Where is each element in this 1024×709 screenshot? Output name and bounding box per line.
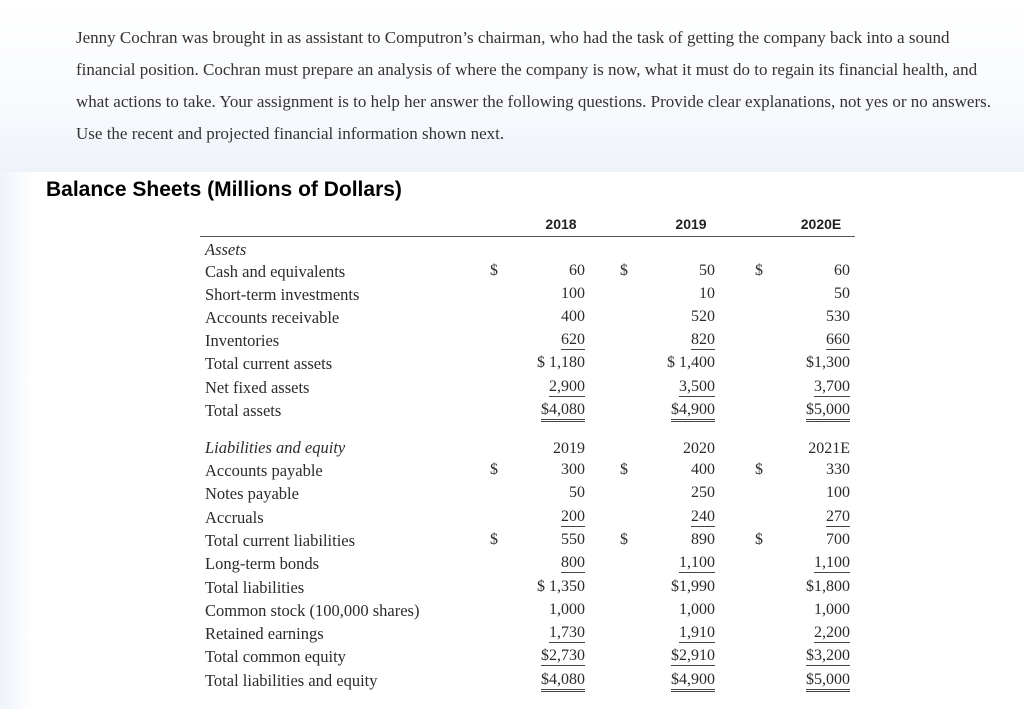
cell-value: 250 — [691, 484, 715, 502]
row-label: Accruals — [205, 507, 264, 527]
liabilities-year-2021e: 2021E — [808, 440, 850, 457]
cell-value: 400 — [561, 308, 585, 326]
cell-value: $5,000 — [806, 401, 850, 422]
cell-value: 2,200 — [814, 624, 850, 642]
row-label: Total current assets — [205, 354, 333, 374]
cell-value: $1,800 — [806, 577, 850, 595]
cell-value: 620 — [561, 331, 585, 349]
dollar-sign: $ — [620, 461, 628, 478]
cell-value: 1,100 — [679, 554, 715, 572]
row-label: Inventories — [205, 331, 280, 351]
cell-value: $ 1,180 — [537, 354, 585, 372]
cell-value: 330 — [826, 461, 850, 478]
row-label: Total liabilities and equity — [205, 670, 378, 690]
dollar-sign: $ — [755, 530, 763, 548]
row-label: Notes payable — [205, 484, 299, 504]
cell-value: 60 — [569, 262, 585, 279]
cell-value: $4,900 — [671, 671, 715, 692]
cell-value: 50 — [699, 262, 715, 279]
row-label: Total common equity — [205, 647, 346, 667]
cell-value: 1,000 — [814, 600, 850, 618]
dollar-sign: $ — [490, 461, 498, 478]
cell-value: 1,100 — [814, 554, 850, 572]
cell-value: 240 — [691, 507, 715, 525]
cell-value: 50 — [569, 484, 585, 502]
liabilities-year-2019: 2019 — [553, 440, 585, 457]
assets-section-label: Assets — [205, 240, 247, 259]
cell-value: 2,900 — [549, 377, 585, 395]
liabilities-section-label: Liabilities and equity — [205, 438, 346, 457]
row-label: Long-term bonds — [205, 554, 320, 574]
dollar-sign: $ — [755, 461, 763, 478]
cell-value: $2,730 — [541, 647, 585, 665]
cell-value: 3,700 — [814, 377, 850, 395]
cell-value: 820 — [691, 331, 715, 349]
cell-value: 3,500 — [679, 377, 715, 395]
column-header-2018: 2018 — [545, 216, 577, 232]
dollar-sign: $ — [620, 262, 628, 279]
cell-value: 50 — [834, 285, 850, 303]
row-label: Total current liabilities — [205, 530, 356, 550]
cell-value: 200 — [561, 507, 585, 525]
intro-paragraph: Jenny Cochran was brought in as assistant to Computron’s chairman, who had the task of getting the company back into a sound financial position. Cochran must prepare an analysis of where the company is now, what it must do to regain its financial health, and what actions to take. Your assignment is to help her answer the following questions. Provide clear explanations, not yes or no answers. Use the recent and projected financial information shown next. — [76, 28, 991, 143]
cell-value: 100 — [561, 285, 585, 303]
cell-value: $4,900 — [671, 401, 715, 422]
row-label: Retained earnings — [205, 624, 324, 644]
column-header-2019: 2019 — [675, 216, 707, 232]
cell-value: 60 — [834, 262, 850, 279]
cell-value: $2,910 — [671, 647, 715, 665]
row-label: Accounts receivable — [205, 308, 340, 328]
cell-value: 10 — [699, 285, 715, 303]
cell-value: 270 — [826, 507, 850, 525]
cell-value: 1,730 — [549, 624, 585, 642]
row-label: Common stock (100,000 shares) — [205, 600, 420, 620]
cell-value: 400 — [691, 461, 715, 478]
column-header-2020e: 2020E — [800, 216, 842, 232]
header-rule — [200, 236, 855, 237]
dollar-sign: $ — [490, 530, 498, 548]
cell-value: 1,910 — [679, 624, 715, 642]
cell-value: $3,200 — [806, 647, 850, 665]
dollar-sign: $ — [755, 262, 763, 279]
row-label: Accounts payable — [205, 461, 323, 480]
cell-value: 1,000 — [679, 600, 715, 618]
cell-value: $ 1,350 — [537, 577, 585, 595]
cell-value: $5,000 — [806, 671, 850, 692]
cell-value: 800 — [561, 554, 585, 572]
cell-value: 700 — [826, 530, 850, 548]
liabilities-year-2020: 2020 — [683, 440, 715, 457]
cell-value: 1,000 — [549, 600, 585, 618]
dollar-sign: $ — [620, 530, 628, 548]
cell-value: 890 — [691, 530, 715, 548]
cell-value: 530 — [826, 308, 850, 326]
row-label: Total assets — [205, 400, 282, 420]
cell-value: 660 — [826, 331, 850, 349]
side-shade — [0, 172, 34, 709]
dollar-sign: $ — [490, 262, 498, 279]
row-label: Total liabilities — [205, 577, 305, 597]
row-label: Short-term investments — [205, 285, 360, 305]
cell-value: 520 — [691, 308, 715, 326]
cell-value: 300 — [561, 461, 585, 478]
balance-sheet-heading: Balance Sheets (Millions of Dollars) — [46, 178, 402, 201]
cell-value: $4,080 — [541, 401, 585, 422]
cell-value: 100 — [826, 484, 850, 502]
intro-panel — [0, 0, 1024, 172]
cell-value: $4,080 — [541, 671, 585, 692]
row-label: Cash and equivalents — [205, 262, 346, 281]
cell-value: $ 1,400 — [667, 354, 715, 372]
cell-value: $1,990 — [671, 577, 715, 595]
row-label: Net fixed assets — [205, 377, 310, 397]
cell-value: $1,300 — [806, 354, 850, 372]
cell-value: 550 — [561, 530, 585, 548]
